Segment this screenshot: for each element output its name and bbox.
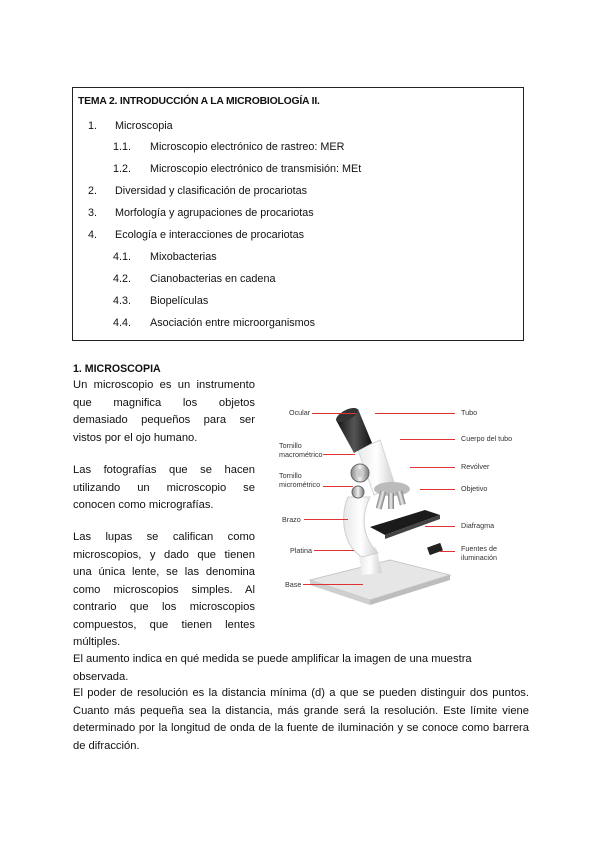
label-base: Base	[285, 580, 302, 589]
leader-line	[323, 454, 355, 455]
leader-line	[312, 413, 356, 414]
label-brazo: Brazo	[282, 515, 301, 524]
label-ocular: Ocular	[289, 408, 311, 417]
label-tubo: Tubo	[461, 408, 478, 417]
toc-item-text: Mixobacterias	[150, 251, 217, 263]
toc-item-text: Ecología e interacciones de procariotas	[115, 229, 305, 241]
toc-item-number: 1.2.	[113, 163, 132, 175]
leader-line	[410, 467, 455, 468]
paragraph-resolucion: El poder de resolución es la distancia mínima (d) a que se pueden distinguir dos puntos. Cuanto más pequeña sea la distancia, más grande será la resolución. Este límite viene determinado por la longitud de onda de la fuente de iluminación y se conoce como barrera de difracción.	[73, 687, 529, 752]
toc-item-text: Microscopia	[115, 120, 173, 132]
toc-item-text: Microscopio electrónico de rastreo: MER	[150, 141, 345, 153]
leader-line	[323, 486, 353, 487]
toc-item-text: Biopelículas	[150, 295, 209, 307]
toc-box	[72, 87, 524, 341]
leader-line	[400, 439, 455, 440]
toc-item-number: 1.1.	[113, 141, 132, 153]
label-tornillo-macrometrico: Tornillo macrométrico	[279, 441, 323, 459]
leader-line	[420, 489, 455, 490]
toc-item-number: 4.4.	[113, 317, 132, 329]
label-tornillo-micrometrico: Tornillo micrométrico	[279, 471, 321, 489]
label-cuerpo-del-tubo: Cuerpo del tubo	[461, 434, 513, 443]
paragraph-aumento: El aumento indica en qué medida se puede amplificar la imagen de una muestra observada.	[73, 653, 472, 683]
leader-line	[375, 413, 455, 414]
label-fuentes-de-iluminacion: Fuentes de iluminación	[461, 544, 497, 562]
toc-item-text: Morfología y agrupaciones de procariotas	[115, 207, 314, 219]
toc-item-number: 2.	[88, 185, 98, 197]
toc-item-number: 3.	[88, 207, 98, 219]
label-diafragma: Diafragma	[461, 521, 495, 530]
fine-knob	[352, 486, 364, 498]
toc-item-text: Microscopio electrónico de transmisión: MEt	[150, 163, 362, 175]
label-platina: Platina	[290, 546, 312, 555]
toc-item-text: Asociación entre microorganismos	[150, 317, 316, 329]
leader-line	[440, 551, 455, 552]
leader-line	[303, 584, 363, 585]
objective-2	[388, 493, 394, 509]
paragraph-micrografias: Las fotografías que se hacen utilizando un microscopio se conocen como micrografías.	[73, 464, 255, 511]
paragraph-definition: Un microscopio es un instrumento que magnifica los objetos demasiado pequeños para ser vistos por el ojo humano.	[73, 379, 255, 444]
toc-item-number: 4.1.	[113, 251, 132, 263]
label-revolver: Revólver	[461, 462, 490, 471]
label-objetivo: Objetivo	[461, 484, 488, 493]
toc-item-number: 1.	[88, 120, 98, 132]
coarse-knob-center	[356, 469, 364, 477]
toc-item-text: Diversidad y clasificación de procariotas	[115, 185, 308, 197]
microscope-illustration	[270, 385, 490, 610]
light-source	[427, 543, 443, 555]
toc-item-number: 4.3.	[113, 295, 132, 307]
paragraph-lupas: Las lupas se califican como microscopios, y dado que tienen una única lente, se las denomina como microscopios simples. Al contrario que los microscopios compuestos, que tienen lentes múltiples.	[73, 531, 255, 648]
toc-title: TEMA 2. INTRODUCCIÓN A LA MICROBIOLOGÍA II.	[78, 96, 320, 107]
section-heading: 1. MICROSCOPIA	[73, 363, 161, 375]
leader-line	[304, 519, 348, 520]
leader-line	[314, 550, 354, 551]
toc-item-text: Cianobacterias en cadena	[150, 273, 276, 285]
toc-item-number: 4.2.	[113, 273, 132, 285]
toc-item-number: 4.	[88, 229, 98, 241]
leader-line	[425, 526, 455, 527]
